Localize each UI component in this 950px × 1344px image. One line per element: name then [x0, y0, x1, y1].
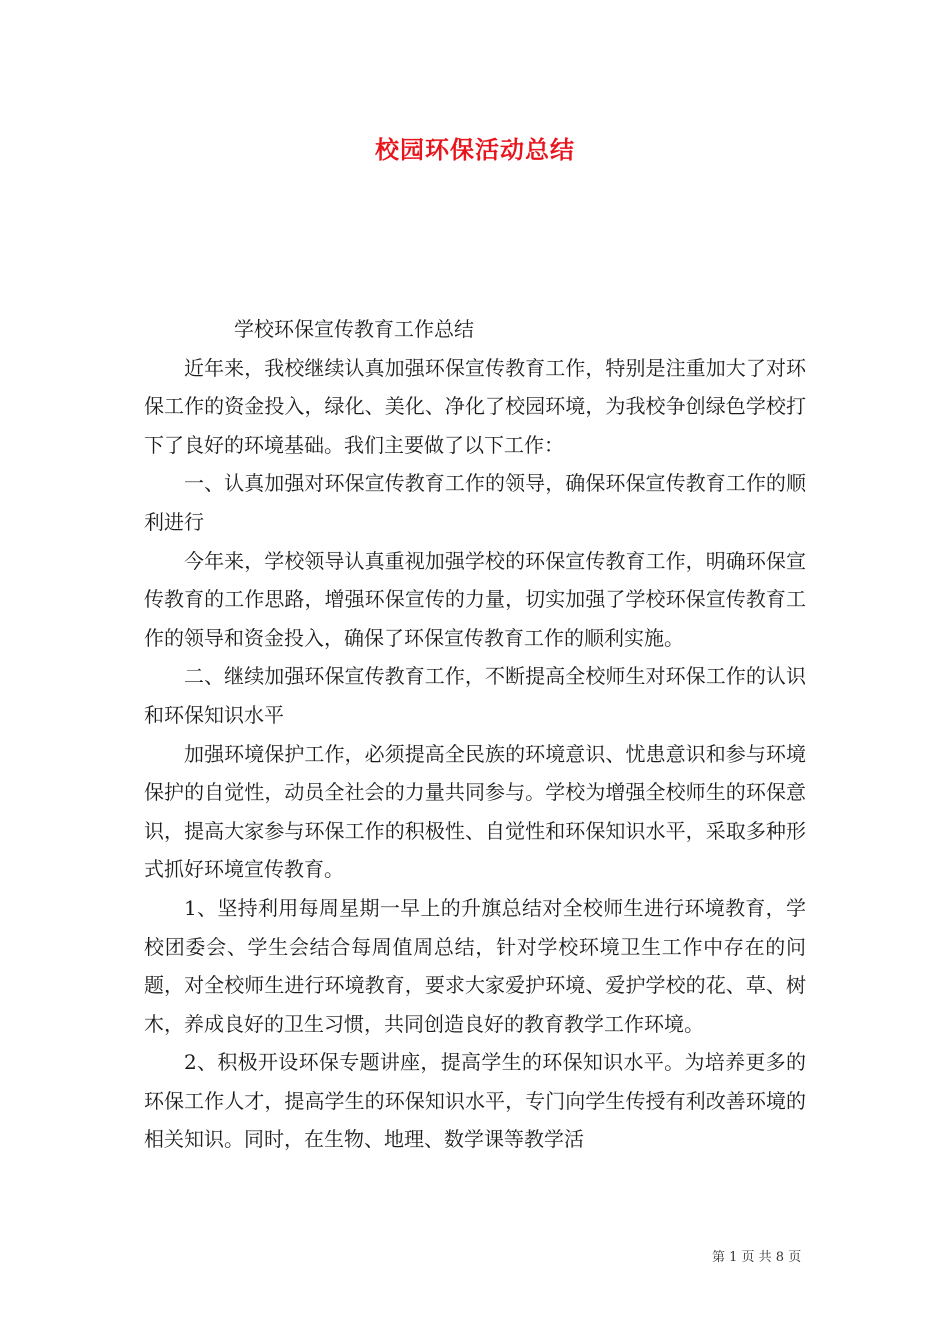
page-number: 第 1 页 共 8 页 [712, 1250, 802, 1265]
section-heading-2: 二、继续加强环保宣传教育工作，不断提高全校师生对环保工作的认识和环保知识水平 [144, 664, 806, 727]
paragraph-section-2: 加强环境保护工作，必须提高全民族的环境意识、忧患意识和参与环境保护的自觉性，动员全社会的力量共同参与。学校为增强全校师生的环保意识，提高大家参与环保工作的积极性、自觉性和环保知识水平，采取多种形式抓好环境宣传教育。 [144, 741, 806, 882]
document-title: 校园环保活动总结 [375, 135, 575, 164]
document-body [144, 310, 806, 1159]
list-item-1: 1、坚持利用每周星期一早上的升旗总结对全校师生进行环境教育，学校团委会、学生会结合每周值周总结，针对学校环境卫生工作中存在的问题，对全校师生进行环境教育，要求大家爱护环境、爱护学校的花、草、树木，养成良好的卫生习惯，共同创造良好的教育教学工作环境。 [144, 895, 806, 1036]
list-item-2: 2、积极开设环保专题讲座，提高学生的环保知识水平。为培养更多的环保工作人才，提高学生的环保知识水平，专门向学生传授有利改善环境的相关知识。同时，在生物、地理、数学课等教学活 [144, 1050, 806, 1152]
paragraph-intro: 近年来，我校继续认真加强环保宣传教育工作，特别是注重加大了对环保工作的资金投入，绿化、美化、净化了校园环境，为我校争创绿色学校打下了良好的环境基础。我们主要做了以下工作： [144, 355, 806, 457]
document-subtitle: 学校环保宣传教育工作总结 [234, 317, 474, 341]
section-heading-1: 一、认真加强对环保宣传教育工作的领导，确保环保宣传教育工作的顺利进行 [144, 471, 806, 534]
paragraph-section-1: 今年来，学校领导认真重视加强学校的环保宣传教育工作，明确环保宣传教育的工作思路，增强环保宣传的力量，切实加强了学校环保宣传教育工作的领导和资金投入，确保了环保宣传教育工作的顺利实施。 [144, 548, 806, 650]
